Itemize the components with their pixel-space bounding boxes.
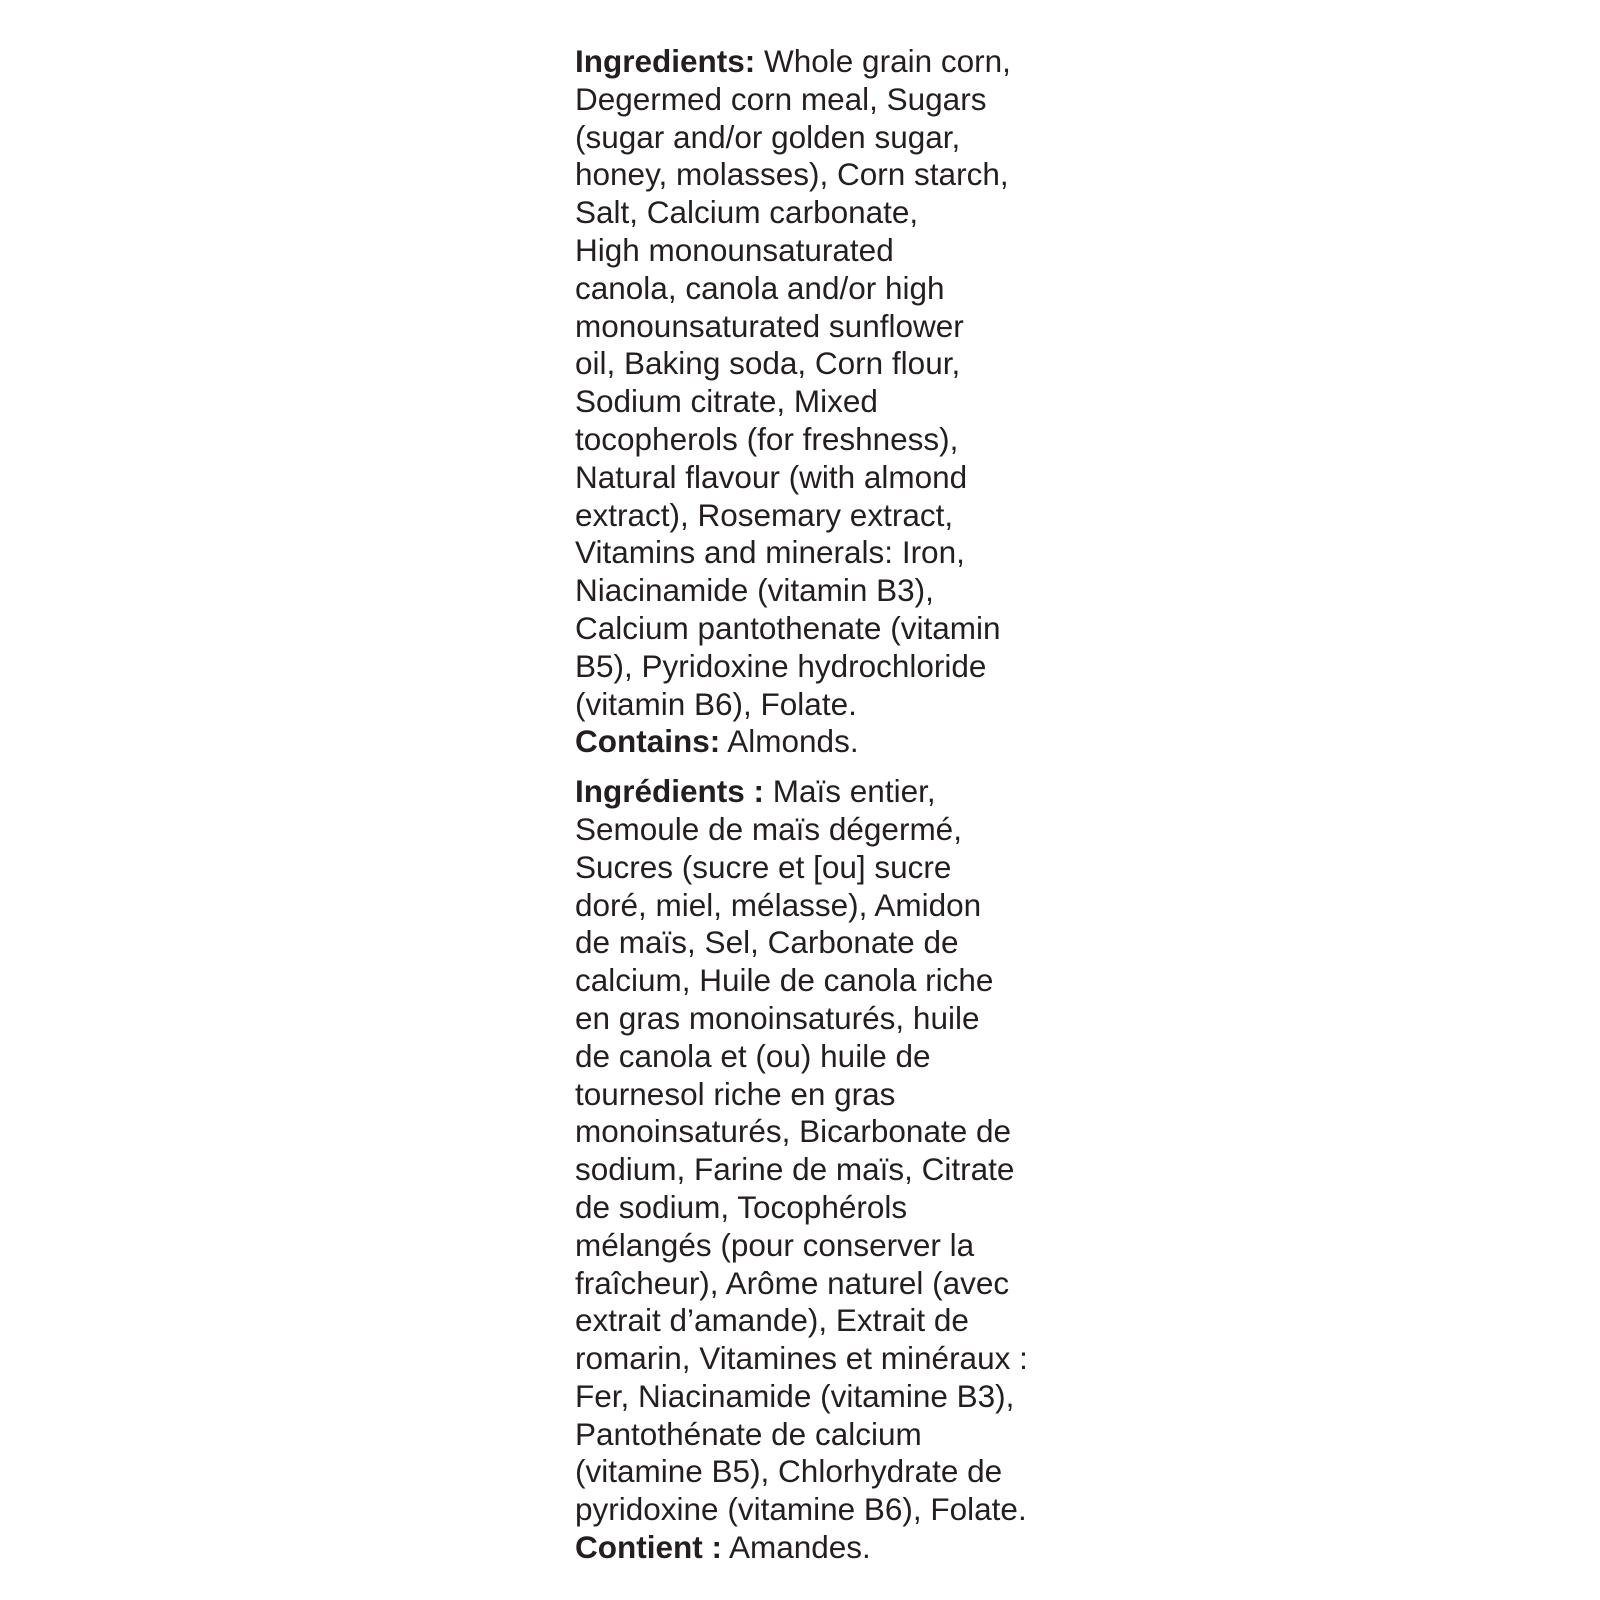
french-contains-line [575, 1529, 1095, 1567]
french-line: Fer, Niacinamide (vitamine B3), [575, 1377, 1015, 1414]
english-line: canola, canola and/or high [575, 269, 945, 306]
french-line: Sucres (sucre et [ou] sucre [575, 848, 952, 885]
english-line: Niacinamide (vitamin B3), [575, 572, 934, 609]
english-contains-line [575, 723, 1095, 761]
french-line: Semoule de maïs dégermé, [575, 810, 962, 847]
french-line: de sodium, Tocophérols [575, 1188, 908, 1225]
english-line: oil, Baking soda, Corn flour, [575, 345, 961, 382]
english-line: (vitamin B6), Folate. [575, 685, 857, 722]
french-contains-text: Amandes. [721, 1529, 871, 1566]
french-line: fraîcheur), Arôme naturel (avec [575, 1264, 1010, 1301]
french-ingredients-heading: Ingrédients : [575, 773, 765, 810]
english-ingredients-block [575, 43, 1095, 761]
english-line: extract), Rosemary extract, [575, 496, 954, 533]
french-line: calcium, Huile de canola riche [575, 962, 994, 999]
english-line-1 [575, 43, 1095, 81]
french-line: Pantothénate de calcium [575, 1415, 922, 1452]
french-line: de maïs, Sel, Carbonate de [575, 924, 959, 961]
french-line: monoinsaturés, Bicarbonate de [575, 1113, 1012, 1150]
english-line: Sodium citrate, Mixed [575, 383, 878, 420]
french-contains-heading: Contient : [575, 1529, 722, 1566]
french-line: de canola et (ou) huile de [575, 1037, 931, 1074]
french-line: doré, miel, mélasse), Amidon [575, 886, 982, 923]
french-line: en gras monoinsaturés, huile [575, 999, 980, 1036]
english-line: Degermed corn meal, Sugars [575, 80, 987, 117]
french-line: romarin, Vitamines et minéraux : [575, 1340, 1028, 1377]
english-line: Vitamins and minerals: Iron, [575, 534, 965, 571]
french-line: mélangés (pour conserver la [575, 1226, 975, 1263]
english-line: High monounsaturated [575, 231, 894, 268]
english-line: monounsaturated sunflower [575, 307, 964, 344]
ingredients-label [575, 43, 1095, 1567]
french-ingredients-text: Maïs entier, [764, 773, 936, 810]
english-ingredients-heading: Ingredients: [575, 43, 756, 79]
english-line: Salt, Calcium carbonate, [575, 194, 919, 231]
french-line: pyridoxine (vitamine B6), Folate. [575, 1491, 1027, 1528]
french-line: sodium, Farine de maïs, Citrate [575, 1151, 1015, 1188]
french-line-1 [575, 773, 1095, 811]
english-line: B5), Pyridoxine hydrochloride [575, 647, 987, 684]
french-ingredients-block [575, 773, 1095, 1567]
english-line: Natural flavour (with almond [575, 458, 968, 495]
english-line: (sugar and/or golden sugar, [575, 118, 961, 155]
english-contains-text: Almonds. [720, 723, 859, 760]
english-line: honey, molasses), Corn starch, [575, 156, 1009, 193]
french-line: extrait d’amande), Extrait de [575, 1302, 969, 1339]
french-line: (vitamine B5), Chlorhydrate de [575, 1453, 1003, 1490]
english-line: Calcium pantothenate (vitamin [575, 609, 1001, 646]
english-ingredients-text: Whole grain corn, [755, 43, 1011, 79]
french-line: tournesol riche en gras [575, 1075, 896, 1112]
english-line: tocopherols (for freshness), [575, 420, 959, 457]
english-contains-heading: Contains: [575, 723, 721, 760]
